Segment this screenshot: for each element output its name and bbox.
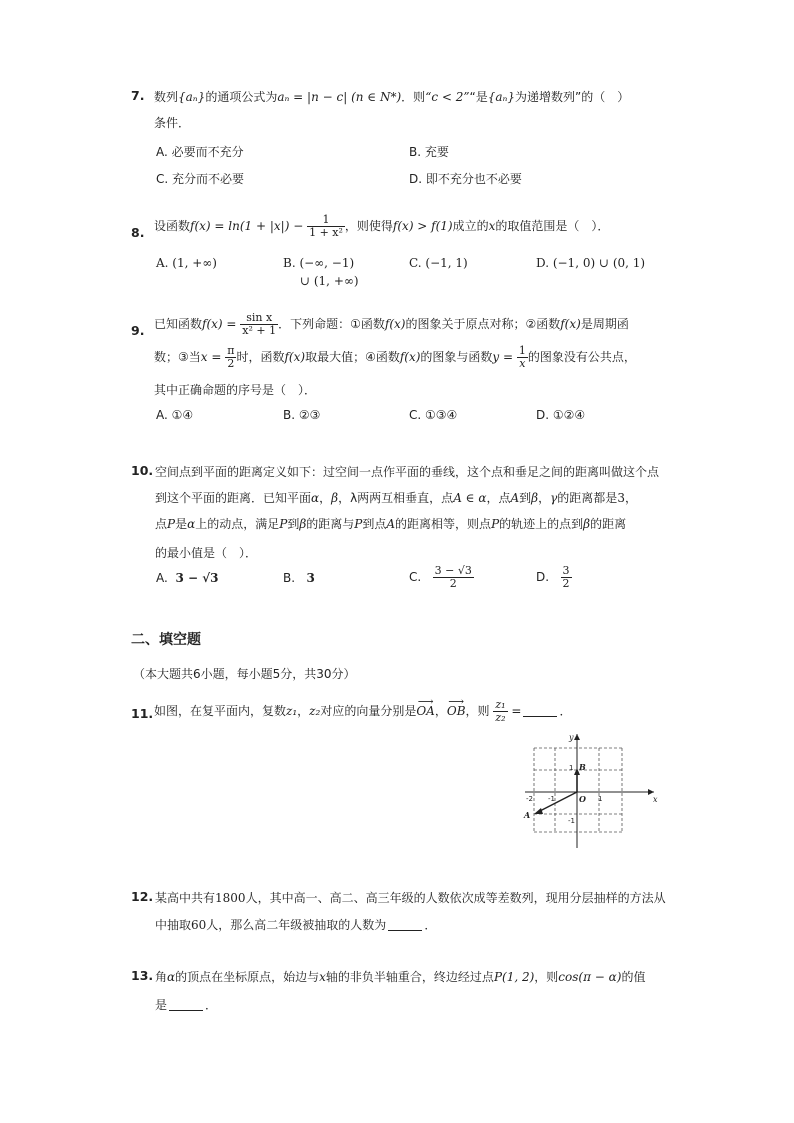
complex-plane-figure xyxy=(520,730,660,850)
question-stem-line-3: 其中正确命题的序号是（ ）． xyxy=(154,383,317,397)
question-stem-line-2: 中抽取60人，那么高二年级被抽取的人数为 ． xyxy=(155,918,437,932)
question-stem-line-1: 已知函数f(x) = $\frac{\text{sin x}}{\text{x² + 1}}$ ．下列命题：①函数f(x)的图象关于原点对称；②函数f(x)是周期函 xyxy=(154,311,629,338)
y-tick-1: 1 xyxy=(569,764,574,772)
question-stem-line-1: 空间点到平面的距离定义如下：过空间一点作平面的垂线，这个点和垂足之间的距离叫做这个点 xyxy=(155,465,660,479)
option-d: D. 即不充分也不必要 xyxy=(409,172,522,186)
answer-blank[interactable] xyxy=(388,930,422,931)
question-stem-line-1: 某高中共有1800人，其中高一、高二、高三年级的人数依次成等差数列，现用分层抽样的方法从 xyxy=(155,891,666,905)
option-a: A. 3 − √3 xyxy=(156,571,219,585)
dashed-grid xyxy=(534,748,622,832)
x-tick-neg-1: -1 xyxy=(548,795,555,803)
option-d: D. (−1, 0) ∪ (0, 1) xyxy=(536,256,646,270)
point-b-label: B xyxy=(579,762,586,772)
option-b: B. 3 xyxy=(283,571,315,585)
answer-blank[interactable] xyxy=(523,716,557,717)
question-stem: 设函数f(x) = ln(1 + |x|) − $\frac{1}{\text{1 + x²}}$ ，则使得f(x) > f(1)成立的x的取值范围是（ ）． xyxy=(154,213,610,240)
fraction: $\frac{3 - √3}{2}$ xyxy=(434,564,472,591)
question-stem-line-1: 数列{aₙ}的通项公式为aₙ = |n − c| (n ∈ N*)．则“c < 2”“是{aₙ}为递增数列”的（ ） xyxy=(154,90,630,104)
question-number: 11. xyxy=(131,706,154,721)
vector-oa xyxy=(538,792,577,812)
question-stem: 如图，在复平面内，复数z₁，z₂对应的向量分别是⟶ OA，⟶ OB，则 $\frac{\text{z₁}}{\text{z₂}}$ = ． xyxy=(154,699,571,724)
fraction: $\frac{1}{x}$ xyxy=(518,344,526,371)
question-number: 10. xyxy=(131,463,154,478)
option-b: B. 充要 xyxy=(409,145,449,159)
question-stem-line-2: 数；③当x = $\frac{\pi}{2}$ 时，函数f(x)取最大值；④函数f(x)的图象与函数y = $\frac{1}{x}$ 的图象没有公共点， xyxy=(154,344,636,371)
question-stem-line-1: 角α的顶点在坐标原点，始边与x轴的非负半轴重合，终边经过点P(1, 2)，则cos(π − α)的值 xyxy=(155,970,646,984)
option-b-continued: ∪ (1, +∞) xyxy=(300,274,359,288)
x-tick-neg-2: -2 xyxy=(526,795,533,803)
option-d: D. $\frac{3}{2}$ xyxy=(536,564,570,591)
option-b: B. ②③ xyxy=(283,408,321,422)
answer-blank[interactable] xyxy=(169,1010,203,1011)
option-a: A. (1, +∞) xyxy=(156,256,217,270)
option-c: C. ①③④ xyxy=(409,408,458,422)
option-c: C. (−1, 1) xyxy=(409,256,468,270)
question-stem-line-4: 的最小值是（ ）． xyxy=(155,546,258,560)
question-stem-line-2: 到这个平面的距离．已知平面α，β，λ两两互相垂直，点A ∈ α，点A到β，γ的距离都是3， xyxy=(155,491,637,505)
question-stem-line-3: 点P是α上的动点，满足P到β的距离与P到点A的距离相等，则点P的轨迹上的点到β的距离 xyxy=(155,517,627,531)
question-number: 12. xyxy=(131,889,154,904)
option-c: C. 充分而不必要 xyxy=(156,172,245,186)
fraction: $\frac{\text{z₁}}{\text{z₂}}$ xyxy=(495,698,506,725)
origin-label: O xyxy=(579,794,586,804)
point-a-label: A xyxy=(524,810,531,820)
question-number: 13. xyxy=(131,968,154,983)
option-c: C. $\frac{3 - √3}{2}$ xyxy=(409,564,472,591)
question-number: 8. xyxy=(131,225,145,240)
question-number: 9. xyxy=(131,323,145,338)
section-note: （本大题共6小题，每小题5分，共30分） xyxy=(133,667,356,681)
fraction: $\frac{3}{2}$ xyxy=(562,564,570,591)
option-a: A. 必要而不充分 xyxy=(156,145,244,159)
y-axis-arrow-icon xyxy=(574,734,580,740)
x-label: x xyxy=(653,795,658,804)
question-stem-line-2: 条件． xyxy=(154,116,191,130)
question-stem-line-2: 是 ． xyxy=(155,998,218,1012)
y-tick-neg-1: -1 xyxy=(568,817,575,825)
vector-oa-arrow-icon xyxy=(534,808,543,814)
x-tick-1: 1 xyxy=(598,795,603,803)
option-b: B. (−∞, −1) xyxy=(283,256,355,270)
y-label: y xyxy=(569,733,574,742)
option-a: A. ①④ xyxy=(156,408,194,422)
fraction: $\frac{1}{\text{1 + x²}}$ xyxy=(309,213,343,240)
option-d: D. ①②④ xyxy=(536,408,586,422)
fraction: $\frac{\text{sin x}}{\text{x² + 1}}$ xyxy=(242,311,277,338)
section-title: 二、填空题 xyxy=(131,632,201,648)
fraction: $\frac{\pi}{2}$ xyxy=(227,344,235,371)
question-number: 7. xyxy=(131,88,145,103)
